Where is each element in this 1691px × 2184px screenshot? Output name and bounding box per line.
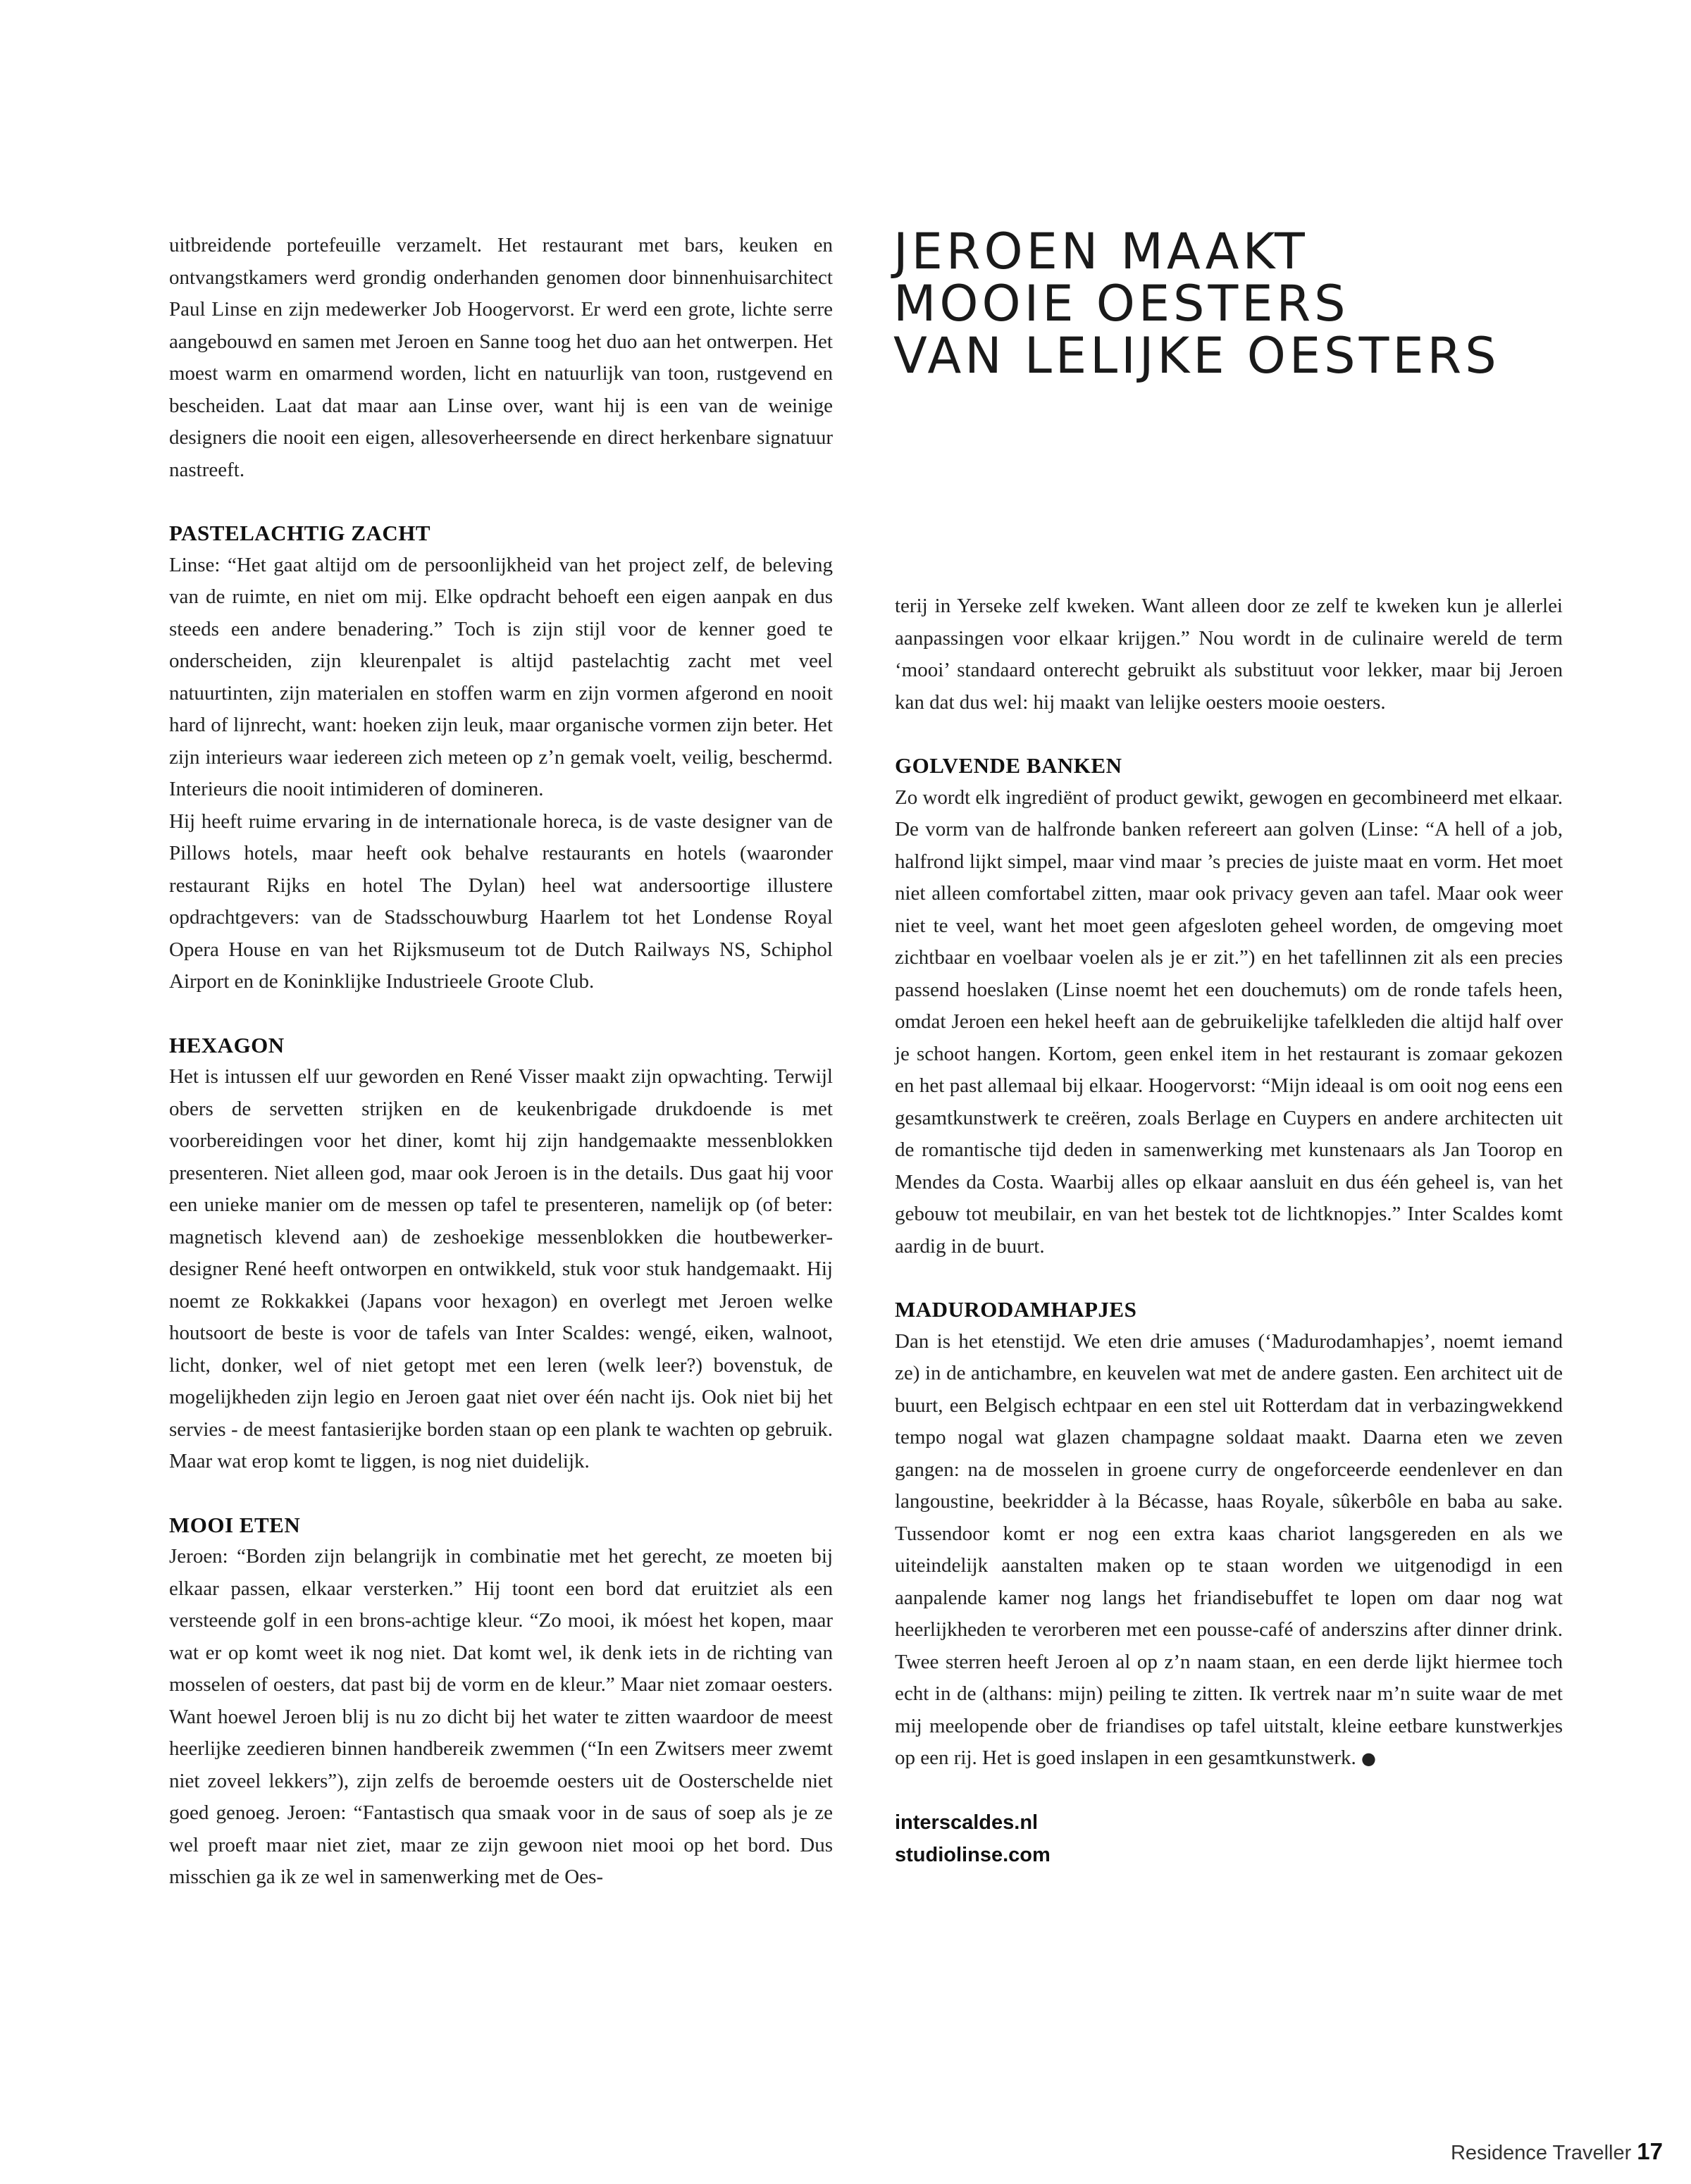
left-column [169,230,833,1894]
closing-text: Dan is het etenstijd. We eten drie amuses (‘Madurodamhapjes’, noemt iemand ze) in de antichambre, en keuvelen wat met de andere gasten. Een architect uit de buurt, een Belgisch echtpaar en een stel uit Rotterdam dat in verbazingwekkend tempo nogal wat glazen champagne soldaat maakt. Daarna eten we zeven gangen: na de mosselen in groene curry de ongeforceerde eendenlever en dan langoustine, beekridder à la Bécasse, haas Royale, sûkerbôle en baba au sake. Tussendoor komt er nog een extra kaas chariot langsgereden en als we uiteindelijk aanstalten maken op te staan worden we uitgenodigd in een aanpalende kamer nog langs het friandisebuffet te lopen om daar nog wat heerlijkheden te verorberen met een pousse-café of anderszins after dinner drink. Twee sterren heeft Jeroen al op z’n naam staan, en een derde lijkt hiermee toch echt in de (althans: mijn) peiling te zitten. Ik vertrek naar m’n suite waar de met mij meelopende ober de friandises op tafel uitstalt, kleine eetbare kunstwerkjes op een rij. Het is goed inslapen in een gesamtkunstwerk. [895,1329,1563,1769]
body-paragraph: Jeroen: “Borden zijn belangrijk in combinatie met het gerecht, ze moeten bij elkaar passen, elkaar versterken.” Hij toont een bord dat eruitziet als een versteende golf in een brons-achtige kleur. “Zo mooi, ik móest het kopen, maar wat er op komt weet ik nog niet. Dat komt wel, ik denk iets in de richting van mosselen of oesters, dat past bij de vorm en de kleur.” Maar niet zomaar oesters. Want hoewel Jeroen blij is nu zo dicht bij het water te zitten waardoor de meest heerlijke zeedieren binnen handbereik zwemmen (“In een Zwitsers meer zwemt niet zoveel lekkers”), zijn zelfs de beroemde oesters uit de Oosterschelde niet goed genoeg. Jeroen: “Fantastisch qua smaak voor in de saus of soep als je ze wel proeft maar niet ziet, maar ze zijn gewoon niet mooi op het bord. Dus misschien ga ik ze wel in samenwerking met de Oes- [169,1545,833,1888]
end-mark-icon: ● [1361,1749,1376,1768]
intro-paragraph: uitbreidende portefeuille verzamelt. Het restaurant met bars, keuken en ontvangstkamers werd grondig onderhanden genomen door binnenhuisarchitect Paul Linse en zijn medewerker Job Hoogervorst. Er werd een grote, lichte serre aangebouwd en samen met Jeroen en Sanne toog het duo aan het ontwerpen. Het moest warm en omarmend worden, licht en natuurlijk van toon, rustgevend en bescheiden. Laat dat maar aan Linse over, want hij is een van de weinige designers die nooit een eigen, allesoverheersende en direct herkenbare signatuur nastreeft. [169,234,833,481]
headline-line-1: JEROEN MAAKT [893,223,1308,280]
headline-line-3: VAN LELIJKE OESTERS [893,327,1500,385]
page-footer [1451,2138,1663,2165]
magazine-name: Residence Traveller [1450,2142,1632,2164]
continuation-paragraph: terij in Yerseke zelf kweken. Want alleen door ze zelf te kweken kun je allerlei aanpassingen voor elkaar krijgen.” Nou wordt in de culinaire wereld de term ‘mooi’ standaard onterecht gebruikt als substituut voor lekker, maar bij Jeroen kan dat dus wel: hij maakt van lelijke oesters mooie oesters. [895,595,1563,714]
right-column [895,590,1563,1871]
section-heading-mooi-eten: MOOI ETEN [169,1512,301,1537]
body-paragraph: Zo wordt elk ingrediënt of product gewikt, gewogen en gecombineerd met elkaar. De vorm van de halfronde banken refereert aan golven (Linse: “A hell of a job, halfrond lijkt simpel, maar vind maar ’s precies de juiste maat en vorm. Het moet niet alleen comfortabel zitten, maar ook privacy geven aan tafel. Maar ook weer niet te veel, want het moet geen afgesloten geheel worden, de omgeving moet zichtbaar en voelbaar voelen als je er zit.”) en het tafellinnen zit als een precies passend hoeslaken (Linse noemt het een douchemuts) om de ronde tafels heen, omdat Jeroen een hekel heeft aan de gebruikelijke tafelkleden die altijd half over je schoot hangen. Kortom, geen enkel item in het restaurant is zomaar gekozen en het past allemaal bij elkaar. Hoogervorst: “Mijn ideaal is om ooit nog eens een gesamtkunstwerk te creëren, zoals Berlage en Cuypers en andere architecten uit de romantische tijd deden in samenwerking met kunstenaars als Jan Toorop en Mendes da Costa. Waarbij alles op elkaar aansluit en dus één geheel is, van het gebouw tot meubilair, en van het bestek tot de lichtknopjes.” Inter Scaldes komt aardig in de buurt. [895,786,1563,1258]
body-paragraph: Hij heeft ruime ervaring in de internationale horeca, is de vaste designer van de Pillows hotels, maar heeft ook behalve restaurants en hotels (waaronder restaurant Rijks en hotel The Dylan) heel wat andersoortige illustere opdrachtgevers: van de Stadsschouwburg Haarlem tot het Londense Royal Opera House en van het Rijksmuseum tot de Dutch Railways NS, Schiphol Airport en de Koninklijke Industrieele Groote Club. [169,809,833,993]
article-headline [893,223,1598,385]
body-paragraph: Het is intussen elf uur geworden en René Visser maakt zijn opwachting. Terwijl obers de servetten strijken en de keukenbrigade drukdoende is met voorbereidingen voor het diner, komt hij zijn handgemaakte messenblokken presenteren. Niet alleen god, maar ook Jeroen is in the details. Dus gaat hij voor een unieke manier om de messen op tafel te presenteren, namelijk op (of beter: magnetisch klevend aan) de zeshoekige messenblokken die houtbewerker-designer René heeft ontworpen en ontwikkeld, stuk voor stuk handgemaakt. Hij noemt ze Rokkakkei (Japans voor hexagon) en overlegt met Jeroen welke houtsoort de beste is voor de tafels van Inter Scaldes: wengé, eiken, walnoot, licht, donker, wel of niet getopt met een leren (welk leer?) bovenstuk, de mogelijkheden zijn legio en Jeroen gaat niet over één nacht ijs. Ook niet bij het servies - de meest fantasierijke borden staan op een plank te wachten op gebruik. Maar wat erop komt te liggen, is nog niet duidelijk. [169,1065,833,1472]
body-paragraph [895,1326,1563,1775]
section-heading-pastelachtig: PASTELACHTIG ZACHT [169,521,431,545]
section-heading-madurodamhapjes: MADURODAMHAPJES [895,1297,1137,1322]
section-heading-golvende-banken: GOLVENDE BANKEN [895,753,1122,778]
link-interscaldes[interactable]: interscaldes.nl [895,1811,1039,1834]
section-heading-hexagon: HEXAGON [169,1032,285,1057]
link-studiolinse[interactable]: studiolinse.com [895,1843,1051,1866]
headline-line-2: MOOIE OESTERS [893,275,1349,333]
body-paragraph: Linse: “Het gaat altijd om de persoonlijkheid van het project zelf, de beleving van de ruimte, en niet om mij. Elke opdracht behoeft een eigen aanpak en dus steeds een andere benadering.” Toch is zijn stijl voor de kenner goed te onderscheiden, zijn kleurenpalet is altijd pastelachtig zacht met veel natuurtinten, zijn materialen en stoffen warm en zijn vormen afgerond en nooit hard of lijnrecht, want: hoeken zijn leuk, maar organische vormen zijn beter. Het zijn interieurs waar iedereen zich meteen op z’n gemak voelt, veilig, beschermd. Interieurs die nooit intimideren of domineren. [169,553,833,800]
page-number: 17 [1637,2138,1663,2164]
website-links [895,1806,1563,1871]
